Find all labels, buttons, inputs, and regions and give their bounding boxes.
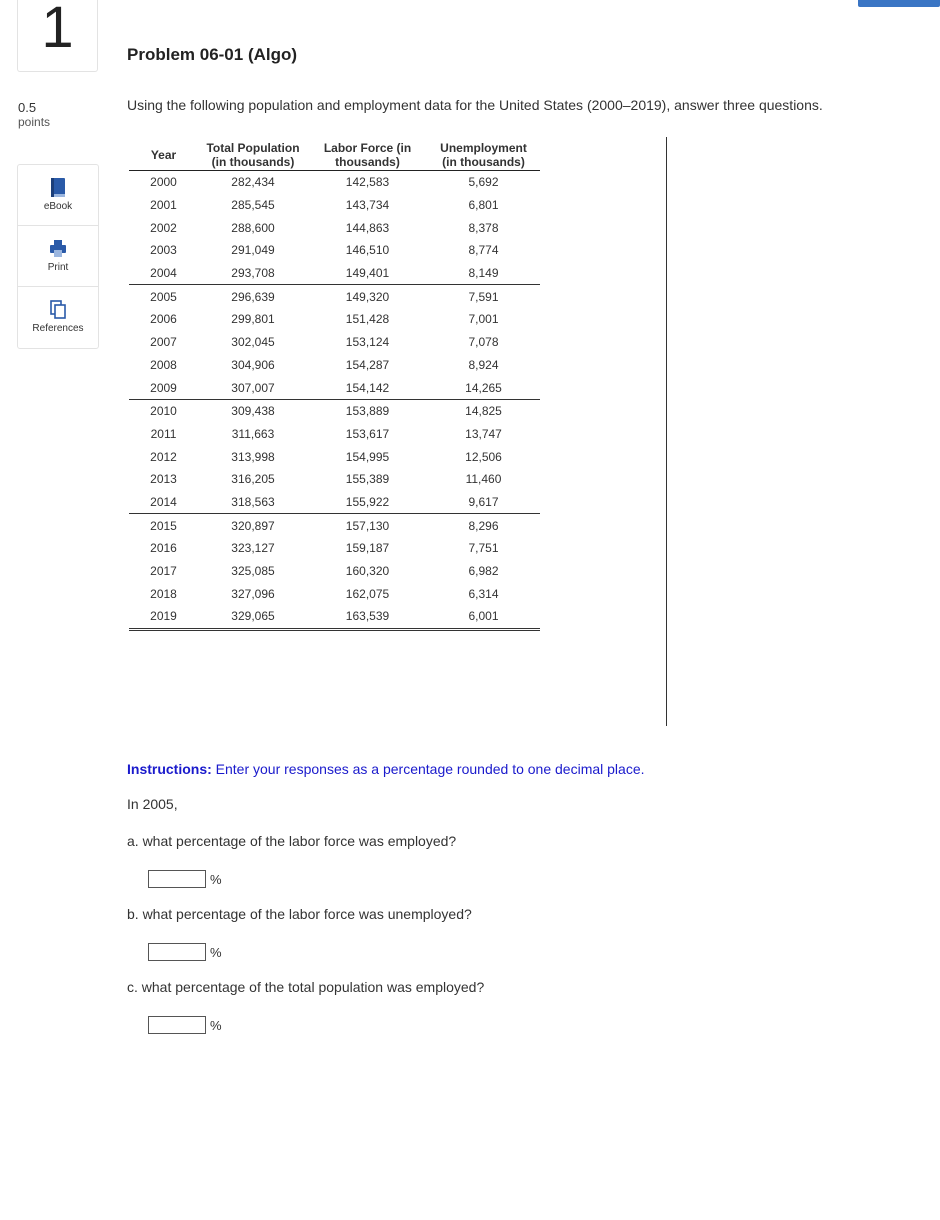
- cell-labor-force: 154,142: [308, 376, 427, 399]
- cell-labor-force: 144,863: [345, 220, 390, 235]
- cell-year: 2018: [150, 586, 177, 601]
- table-row: [129, 285, 540, 308]
- cell-labor-force: 155,922: [308, 491, 427, 514]
- cell-population: 309,438: [231, 404, 275, 419]
- table-row: [129, 468, 540, 491]
- header-labor-line2: thousands): [335, 155, 400, 169]
- table-row: [129, 216, 540, 239]
- cell-labor-force: 154,287: [345, 357, 390, 372]
- cell-labor-force: 149,320: [345, 289, 390, 304]
- cell-labor-force: 163,539: [308, 605, 427, 629]
- table-row: [129, 239, 540, 262]
- cell-year: 2008: [150, 357, 177, 372]
- table-row: [129, 537, 540, 560]
- cell-unemployment: 6,314: [468, 586, 499, 601]
- header-population-line2: (in thousands): [211, 155, 295, 169]
- tools-panel: [17, 164, 99, 349]
- cell-labor-force: 149,401: [308, 262, 427, 285]
- answer-b-input[interactable]: [148, 943, 206, 961]
- header-population: [198, 138, 308, 171]
- cell-unemployment: 14,825: [465, 404, 502, 419]
- table-row: [129, 514, 540, 537]
- answer-c-unit: %: [210, 1017, 222, 1033]
- cell-year: 2013: [150, 472, 177, 487]
- cell-population: 307,007: [198, 376, 308, 399]
- cell-unemployment: 9,617: [427, 491, 540, 514]
- cell-unemployment: 8,296: [468, 518, 499, 533]
- cell-year: 2017: [150, 564, 177, 579]
- references-icon: [49, 299, 67, 321]
- cell-labor-force: 153,889: [345, 404, 390, 419]
- cell-population: 329,065: [198, 605, 308, 629]
- cell-year: 2000: [150, 175, 177, 190]
- cell-year: 2012: [150, 449, 177, 464]
- question-a-text: a. what percentage of the labor force was employed?: [127, 833, 457, 849]
- cell-unemployment: 7,078: [468, 335, 499, 350]
- ebook-label: eBook: [43, 201, 73, 212]
- cell-unemployment: 8,774: [468, 243, 499, 258]
- cell-unemployment: 7,591: [468, 289, 499, 304]
- cell-year: 2007: [150, 335, 177, 350]
- problem-prompt: Using the following population and employment data for the United States (2000–2019), answer three questions.: [127, 97, 823, 113]
- instructions: [127, 761, 645, 777]
- table-row: [129, 560, 540, 583]
- points-info: [18, 100, 50, 130]
- cell-labor-force: 153,124: [345, 335, 390, 350]
- cell-labor-force: 155,389: [345, 472, 390, 487]
- cell-labor-force: 146,510: [345, 243, 390, 258]
- cell-unemployment: 8,378: [468, 220, 499, 235]
- cell-population: 313,998: [231, 449, 275, 464]
- table-row: [129, 171, 540, 194]
- table-row: [129, 582, 540, 605]
- table-row: [129, 354, 540, 377]
- question-b-text: b. what percentage of the labor force was unemployed?: [127, 906, 472, 922]
- vertical-divider: [666, 137, 667, 726]
- cell-unemployment: 8,924: [468, 357, 499, 372]
- cell-population: 282,434: [231, 175, 275, 190]
- cell-year: 2006: [150, 312, 177, 327]
- cell-year: 2004: [129, 262, 198, 285]
- instructions-label: Instructions:: [127, 761, 212, 777]
- cell-year: 2005: [150, 289, 177, 304]
- cell-unemployment: 12,506: [465, 449, 502, 464]
- question-number: 1: [41, 0, 74, 60]
- cell-year: 2016: [150, 541, 177, 556]
- cell-population: 296,639: [231, 289, 275, 304]
- cell-year: 2002: [150, 220, 177, 235]
- cell-year: 2009: [129, 376, 198, 399]
- cell-unemployment: 11,460: [465, 472, 502, 487]
- points-value: 0.5: [18, 100, 37, 115]
- table-row: [129, 194, 540, 217]
- print-label: Print: [47, 262, 69, 273]
- cell-unemployment: 6,001: [427, 605, 540, 629]
- answer-b: [148, 943, 222, 961]
- header-year-label: Year: [150, 148, 177, 162]
- top-accent-bar: [858, 0, 940, 7]
- ebook-button[interactable]: [18, 165, 98, 226]
- cell-population: 327,096: [231, 586, 275, 601]
- cell-population: 304,906: [231, 357, 275, 372]
- printer-icon: [49, 238, 67, 260]
- table-row: [129, 491, 540, 514]
- cell-unemployment: 13,747: [465, 426, 502, 441]
- points-label: points: [18, 115, 51, 129]
- references-label: References: [32, 323, 84, 334]
- question-c-text: c. what percentage of the total population was employed?: [127, 979, 485, 995]
- data-table: [129, 138, 540, 631]
- cell-year: 2011: [150, 426, 177, 441]
- cell-unemployment: 6,801: [468, 198, 499, 213]
- cell-population: 311,663: [231, 426, 275, 441]
- cell-unemployment: 14,265: [427, 376, 540, 399]
- cell-labor-force: 151,428: [345, 312, 390, 327]
- table-row: [129, 605, 540, 629]
- cell-year: 2001: [150, 198, 177, 213]
- table-row: [129, 399, 540, 422]
- table-row: [129, 262, 540, 285]
- header-unemployment-line1: Unemployment: [440, 141, 527, 155]
- cell-population: 325,085: [231, 564, 275, 579]
- header-unemployment-line2: (in thousands): [442, 155, 525, 169]
- cell-labor-force: 160,320: [345, 564, 390, 579]
- cell-labor-force: 157,130: [345, 518, 390, 533]
- header-labor-force: [308, 138, 427, 171]
- table-row: [129, 376, 540, 399]
- cell-labor-force: 153,617: [345, 426, 390, 441]
- cell-population: 320,897: [231, 518, 275, 533]
- cell-unemployment: 5,692: [468, 175, 499, 190]
- cell-unemployment: 7,001: [468, 312, 499, 327]
- cell-year: 2015: [150, 518, 177, 533]
- cell-population: 288,600: [231, 220, 275, 235]
- cell-unemployment: 8,149: [427, 262, 540, 285]
- cell-unemployment: 6,982: [468, 564, 499, 579]
- header-labor-line1: Labor Force (in: [323, 141, 412, 155]
- cell-population: 323,127: [231, 541, 275, 556]
- cell-labor-force: 143,734: [345, 198, 390, 213]
- cell-labor-force: 159,187: [345, 541, 390, 556]
- cell-unemployment: 7,751: [468, 541, 499, 556]
- header-population-line1: Total Population: [206, 141, 300, 155]
- cell-year: 2019: [129, 605, 198, 629]
- cell-population: 293,708: [198, 262, 308, 285]
- cell-population: 285,545: [231, 198, 275, 213]
- answer-a-unit: %: [210, 871, 222, 887]
- cell-labor-force: 162,075: [345, 586, 390, 601]
- table-row: [129, 331, 540, 354]
- cell-population: 291,049: [231, 243, 275, 258]
- cell-population: 318,563: [198, 491, 308, 514]
- table-header-row: [129, 138, 540, 171]
- book-icon: [49, 177, 67, 199]
- answer-c-input[interactable]: [148, 1016, 206, 1034]
- cell-population: 316,205: [231, 472, 275, 487]
- question-intro: In 2005,: [127, 796, 178, 812]
- answer-c: [148, 1016, 222, 1034]
- table-row: [129, 445, 540, 468]
- answer-a-input[interactable]: [148, 870, 206, 888]
- cell-year: 2003: [150, 243, 177, 258]
- instructions-text: Enter your responses as a percentage rounded to one decimal place.: [215, 761, 645, 777]
- header-unemployment: [427, 138, 540, 171]
- cell-labor-force: 154,995: [345, 449, 390, 464]
- cell-year: 2010: [150, 404, 177, 419]
- problem-title: Problem 06-01 (Algo): [127, 45, 298, 64]
- data-table-container: [129, 138, 540, 631]
- header-year: [129, 138, 198, 171]
- question-number-box: [17, 0, 98, 72]
- cell-year: 2014: [129, 491, 198, 514]
- print-button[interactable]: [18, 226, 98, 287]
- table-body: [129, 171, 540, 630]
- cell-labor-force: 142,583: [345, 175, 390, 190]
- cell-population: 299,801: [231, 312, 275, 327]
- table-row: [129, 423, 540, 446]
- answer-b-unit: %: [210, 944, 222, 960]
- references-button[interactable]: [18, 287, 98, 348]
- table-row: [129, 308, 540, 331]
- cell-population: 302,045: [231, 335, 275, 350]
- answer-a: [148, 870, 222, 888]
